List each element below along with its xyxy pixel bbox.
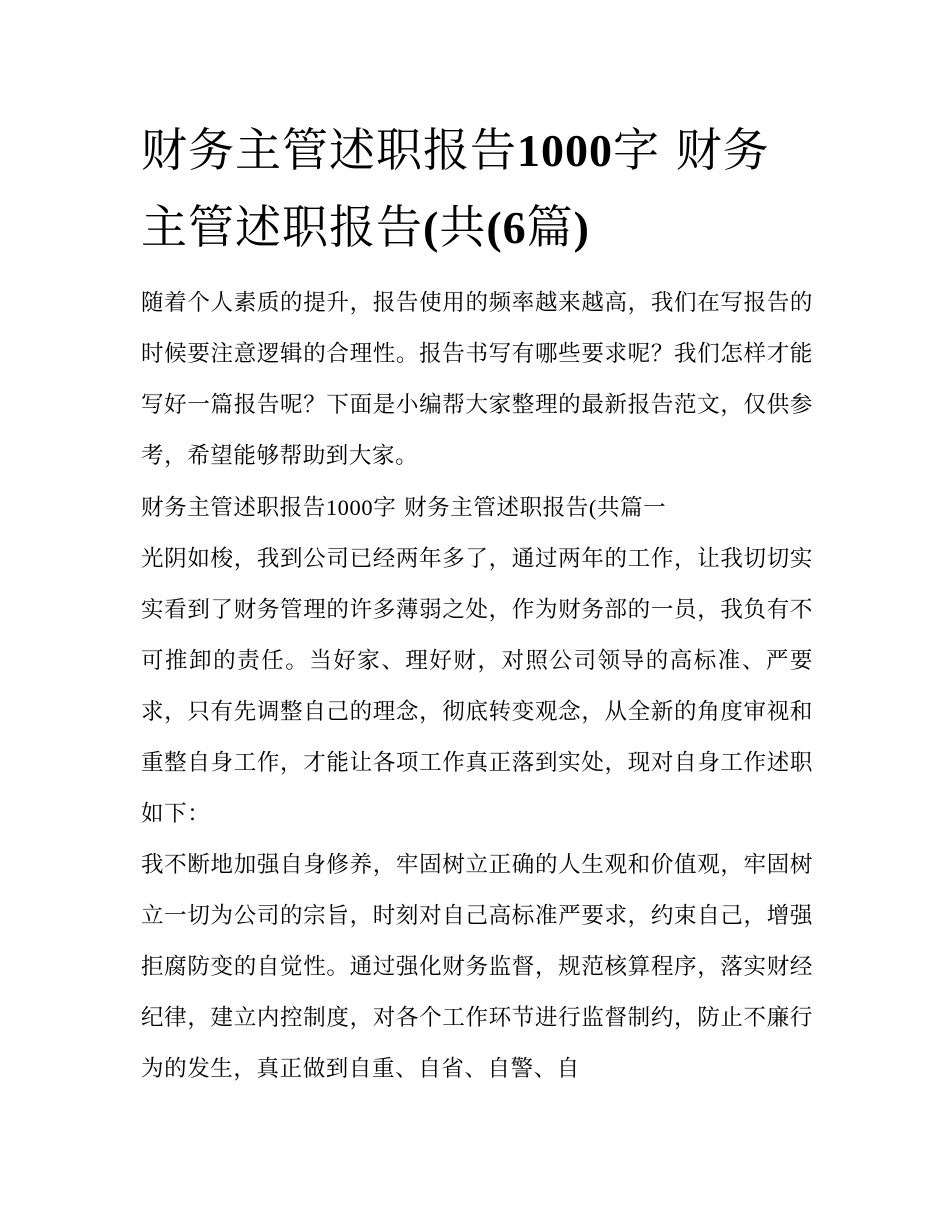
section-heading: 财务主管述职报告1000字 财务主管述职报告(共篇一 — [141, 495, 667, 521]
body-paragraph: 光阴如梭，我到公司已经两年多了，通过两年的工作，让我切切实实看到了财务管理的许多薄弱之处，作为财务部的一员，我负有不可推卸的责任。当好家、理好财，对照公司领导的高标准、严要求，只有先调整自己的理念，彻底转变观念，从全新的角度审视和重整自身工作，才能让各项工作真正落到实处，现对自身工作述职如下： — [141, 546, 813, 827]
document-body — [141, 278, 813, 1095]
document-content — [141, 112, 813, 1095]
document-title: 财务主管述职报告1000字 财务主管述职报告(共(6篇) — [141, 123, 770, 254]
body-paragraph: 我不断地加强自身修养，牢固树立正确的人生观和价值观，牢固树立一切为公司的宗旨，时刻对自己高标准严要求，约束自己，增强拒腐防变的自觉性。通过强化财务监督，规范核算程序，落实财经纪律，建立内控制度，对各个工作环节进行监督制约，防止不廉行为的发生，真正做到自重、自省、自警、自 — [141, 852, 813, 1082]
intro-paragraph: 随着个人素质的提升，报告使用的频率越来越高，我们在写报告的时候要注意逻辑的合理性。报告书写有哪些要求呢？我们怎样才能写好一篇报告呢？下面是小编帮大家整理的最新报告范文，仅供参考，希望能够帮助到大家。 — [141, 290, 813, 469]
